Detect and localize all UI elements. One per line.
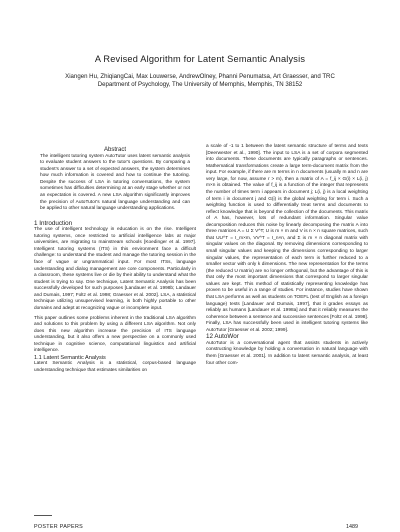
right-column	[206, 144, 368, 367]
right-column-paragraph-1: a scale of -1 to 1 between the latent semantic structure of terms and texts [Deerwester et al., 1990]. The input to LSA is a set of corpora segmented into documents. These documents are typically paragraphs or sentences. Mathematical transformations create a large term-document matrix from the input. For example, if there are m terms in n documents (usually m and n are very large, for now, assume r > m), then a matrix of A = f_ij × G(i) × L(i, j) m×n is obtained. The value of f_ij is a function of the integer that represents the number of times term i appears in document j; L(i, j) is a local weighting of term i in document j and G(i) is the global weighting for term i. Such a weighting function is used to differentially treat terms and documents to reflect knowledge that is beyond the collection of the documents. This matrix of A has, however, lots of redundant information. Singular value decomposition reduces this noise by linearly decomposing the matrix A into three matrices A = U Σ V^T; U is m × m and V is n × n square matrices, such that UU^T = I_m×m, VV^T = I_n×n, and Σ is m × n diagonal matrix with singular values on the diagonal. By removing dimensions corresponding to small singular values and keeping the dimensions corresponding to larger singular values, the representation of each term is further reduced to a smaller vector with only k dimensions. The new representation for the terms (the reduced U matrix) are no longer orthogonal, but the advantage of this is that only the most important dimensions that correspond to larger singular values are kept. This method of statistically representing knowledge has proven to be useful in a range of studies. For instance, studies have shown that LSA performs as well as students on TOEFL (test of English as a foreign language) tests [Landauer and Dumais, 1997], that it grades essays as reliably as humans [Landauer et al. 1998a] and that it reliably measures the coherence between a sentence and successive sentences [Foltz et al. 1998]. Finally, LSA has successfully been used in intelligent tutoring systems like AutoTutor [Graesser et al. 2002; 1999].	[206, 144, 368, 333]
section-1-paragraph-1: The use of intelligent technology in education is on the rise. Intelligent tutoring systems, once restricted to artificial intelligence labs at major universities, are migrating to mainstream schools [Koedinger et al. 1997]. Intelligent tutoring systems (ITS) in this environment face a difficult challenge: to understand the student and manage the tutoring session in the face of vague or ungrammatical input. For most ITSs, language understanding and dialog management are core components. Particularly in a classroom, these systems live or die by their ability to understand what the student is trying to say. One technique, Latent Semantic Analysis has been successfully developed for such purposes [Landauer et al. 1998b; Landauer and Dumais, 1997; Foltz et al. 1998; Graesser et al. 2002]. LSA, a statistical technique utilizing unsupervised learning, is both highly portable to other domains and adept at recognizing vague or incomplete input.	[34, 227, 196, 311]
authors: Xiangen Hu, ZhiqiangCai, Max Louwerse, AndrewOlney, Phanni Penumatsa, Art Graesser, and TRC	[65, 73, 335, 80]
subsection-1-1-heading: 1.1 Latent Semantic Analysis	[34, 354, 106, 361]
affiliation: Department of Psychology, The University of Memphis, Memphis, TN 38152	[97, 81, 303, 88]
section-1-paragraph-2: This paper outlines some problems inherent in the traditional LSA algorithm and solutions to this problem by using a different LSA algorithm. Not only does this new algorithm increase the precision of ITS language understanding, but it also offers a new perspective on a commonly used technique in cognitive science, computational linguistics and artificial intelligence.	[34, 315, 196, 354]
section-autotutor-heading: 12 AutoWor	[206, 333, 239, 341]
right-column-paragraph-2: AutoTutor is a conversational agent that assists students in actively constructing knowledge by holding a conversation in natural language with them [Graesser et al. 2001]. In addition to latent semantic analysis, at least four other com-	[206, 340, 368, 366]
abstract-text: The intelligent tutoring system AutoTutor uses latent semantic analysis to evaluate student answers to the tutor's questions. By comparing a student's answer to a set of expected answers, the system determines how much information is covered and how to continue the tutoring. Despite the success of LSA in tutoring conversations, the system sometimes has difficulties determining at an early stage whether or not an expectation is covered. A new LSA algorithm significantly improves the precision of AutoTutor's natural language understanding and can be applied to other natural language understanding applications.	[40, 153, 190, 212]
left-column	[34, 147, 196, 375]
author-block	[20, 73, 380, 89]
paper-title: A Revised Algorithm for Latent Semantic Analysis	[94, 54, 306, 64]
page-number: 1489	[346, 524, 358, 530]
footer-left: POSTER PAPERS	[34, 524, 84, 530]
footer-rule	[34, 515, 52, 516]
abstract-heading: Abstract	[103, 147, 126, 153]
section-1-heading: 1 Introduction	[34, 219, 73, 227]
subsection-1-1-paragraph: Latent Semantic Analysis is a statistical, corpus-based language understanding technique that estimates similarities on	[34, 361, 196, 373]
